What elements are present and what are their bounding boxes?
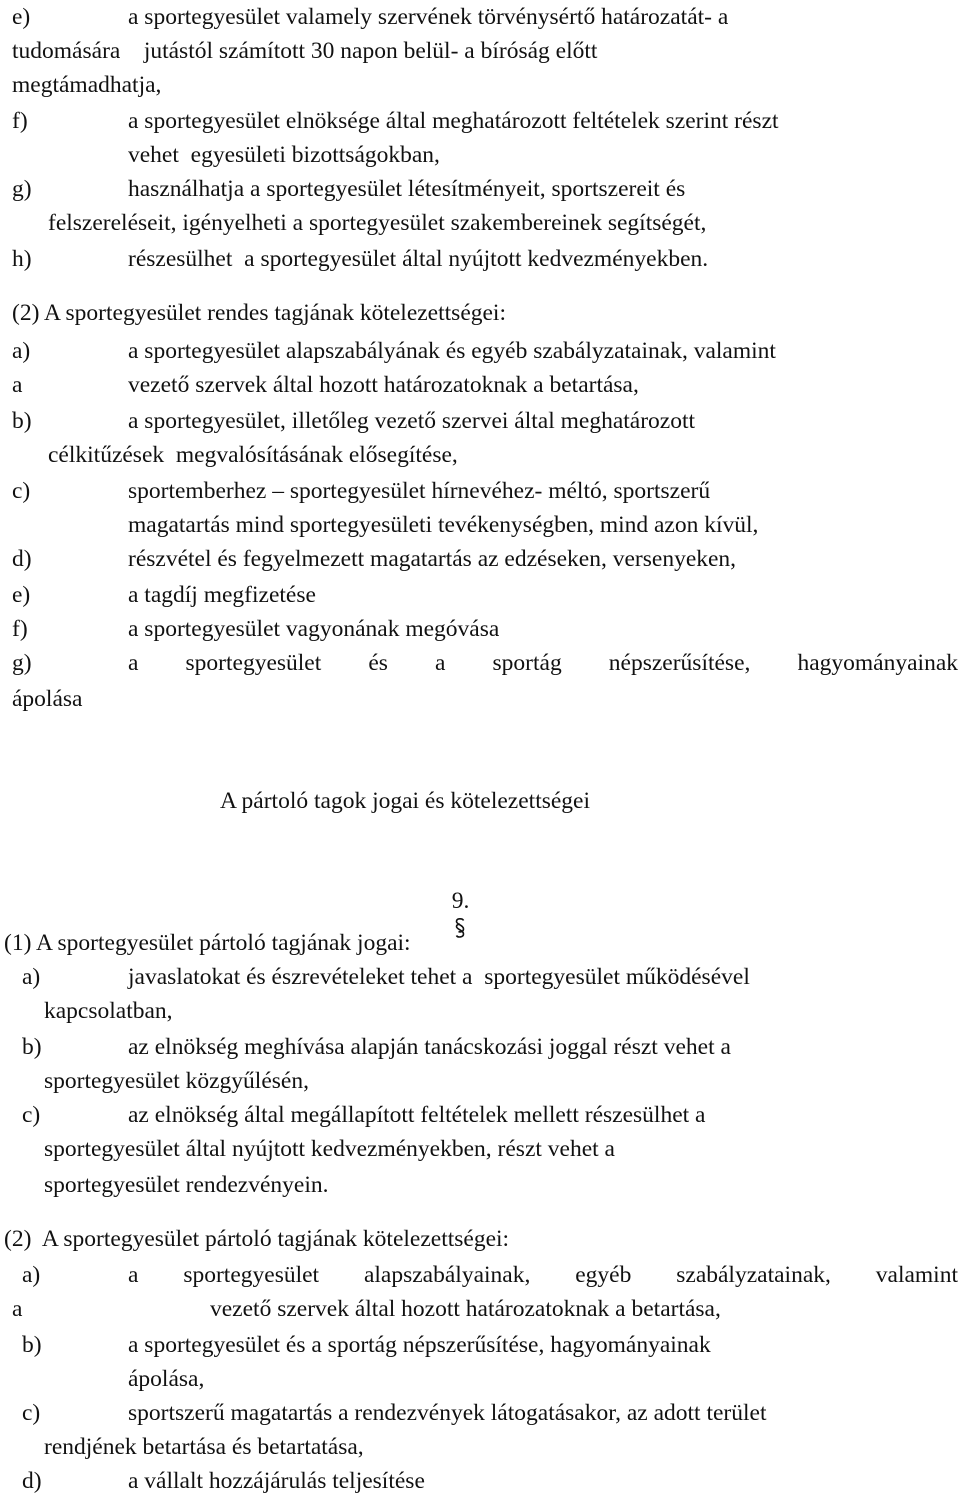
section-heading: (2) A sportegyesület pártoló tagjának kötelezettségei: xyxy=(4,1226,510,1252)
item-text: célkitűzések megvalósításának elősegítése, xyxy=(48,442,458,468)
item-label: h) xyxy=(12,246,32,272)
item-text: ápolása, xyxy=(128,1366,205,1392)
item-text: sportszerű magatartás a rendezvények látogatásakor, az adott terület xyxy=(128,1400,767,1426)
word: a xyxy=(128,1262,139,1288)
item-text: rendjének betartása és betartatása, xyxy=(44,1434,364,1460)
item-label: c) xyxy=(22,1400,41,1426)
paragraph-number xyxy=(440,856,469,946)
justified-line xyxy=(128,648,958,678)
section-heading: (1) A sportegyesület pártoló tagjának jogai: xyxy=(4,930,411,956)
item-text: javaslatokat és észrevételeket tehet a sportegyesület működésével xyxy=(128,964,750,990)
item-label: d) xyxy=(22,1468,42,1494)
item-label: g) xyxy=(12,176,32,202)
item-label: g) xyxy=(12,650,32,676)
section-heading: (2) A sportegyesület rendes tagjának kötelezettségei: xyxy=(12,300,506,326)
item-text: használhatja a sportegyesület létesítményeit, sportszereit és xyxy=(128,176,686,202)
word: egyéb xyxy=(575,1262,632,1288)
word: valamint xyxy=(875,1262,958,1288)
item-text: vezető szervek által hozott határozatoknak a betartása, xyxy=(210,1296,721,1322)
word: népszerűsítése, xyxy=(608,650,751,676)
item-text: részvétel és fegyelmezett magatartás az edzéseken, versenyeken, xyxy=(128,546,737,572)
item-text: a sportegyesület alapszabályának és egyéb szabályzatainak, valamint xyxy=(128,338,776,364)
word: hagyományainak xyxy=(797,650,958,676)
item-label: b) xyxy=(22,1332,42,1358)
item-label: c) xyxy=(12,478,31,504)
item-text: vehet egyesületi bizottságokban, xyxy=(128,142,440,168)
word: sportegyesület xyxy=(185,650,322,676)
word: a xyxy=(128,650,139,676)
item-text: a tagdíj megfizetése xyxy=(128,582,316,608)
word: szabályzatainak, xyxy=(676,1262,831,1288)
item-text: kapcsolatban, xyxy=(44,998,173,1024)
item-text: a vállalt hozzájárulás teljesítése xyxy=(128,1468,425,1494)
item-label: f) xyxy=(12,616,28,642)
item-text: a sportegyesület, illetőleg vezető szervei által meghatározott xyxy=(128,408,696,434)
word: a xyxy=(435,650,446,676)
item-text: magatartás mind sportegyesületi tevékenységben, mind azon kívül, xyxy=(128,512,759,538)
word: és xyxy=(368,650,388,676)
item-text: vezető szervek által hozott határozatoknak a betartása, xyxy=(128,372,639,398)
item-text: részesülhet a sportegyesület által nyújtott kedvezményekben. xyxy=(128,246,709,272)
item-label: b) xyxy=(12,408,32,434)
item-text: sportemberhez – sportegyesület hírnevéhez- méltó, sportszerű xyxy=(128,478,711,504)
item-label: a) xyxy=(22,964,41,990)
item-text: a sportegyesület valamely szervének törvénysértő határozatát- a xyxy=(128,4,729,30)
item-label: b) xyxy=(22,1034,42,1060)
section-sign-icon xyxy=(453,916,467,944)
item-text: sportegyesület közgyűlésén, xyxy=(44,1068,309,1094)
item-text: a xyxy=(12,1296,23,1322)
word: sportegyesület xyxy=(183,1262,320,1288)
item-label: a) xyxy=(22,1262,41,1288)
item-text: tudomására jutástól számított 30 napon belül- a bíróság előtt xyxy=(12,38,598,64)
paragraph-number-text: 9. xyxy=(451,888,470,914)
item-text: a sportegyesület elnöksége által meghatározott feltételek szerint részt xyxy=(128,108,779,134)
item-label: d) xyxy=(12,546,32,572)
item-text: ápolása xyxy=(12,686,83,712)
item-label: e) xyxy=(12,4,31,30)
item-label: a) xyxy=(12,338,31,364)
section-title: A pártoló tagok jogai és kötelezettségei xyxy=(220,788,591,814)
justified-line xyxy=(128,1260,958,1290)
item-text: a sportegyesület vagyonának megóvása xyxy=(128,616,500,642)
item-text: az elnökség meghívása alapján tanácskozási joggal részt vehet a xyxy=(128,1034,731,1060)
item-label: c) xyxy=(22,1102,41,1128)
item-label: f) xyxy=(12,108,28,134)
item-text: a sportegyesület és a sportág népszerűsítése, hagyományainak xyxy=(128,1332,711,1358)
item-text: sportegyesület rendezvényein. xyxy=(44,1172,329,1198)
word: alapszabályainak, xyxy=(363,1262,531,1288)
word: sportág xyxy=(492,650,562,676)
item-text: sportegyesület által nyújtott kedvezményekben, részt vehet a xyxy=(44,1136,615,1162)
item-text: felszereléseit, igényelheti a sportegyesület szakembereinek segítségét, xyxy=(48,210,707,236)
item-label: e) xyxy=(12,582,31,608)
item-text: megtámadhatja, xyxy=(12,72,162,98)
item-text: a xyxy=(12,372,23,398)
item-text: az elnökség által megállapított feltételek mellett részesülhet a xyxy=(128,1102,706,1128)
